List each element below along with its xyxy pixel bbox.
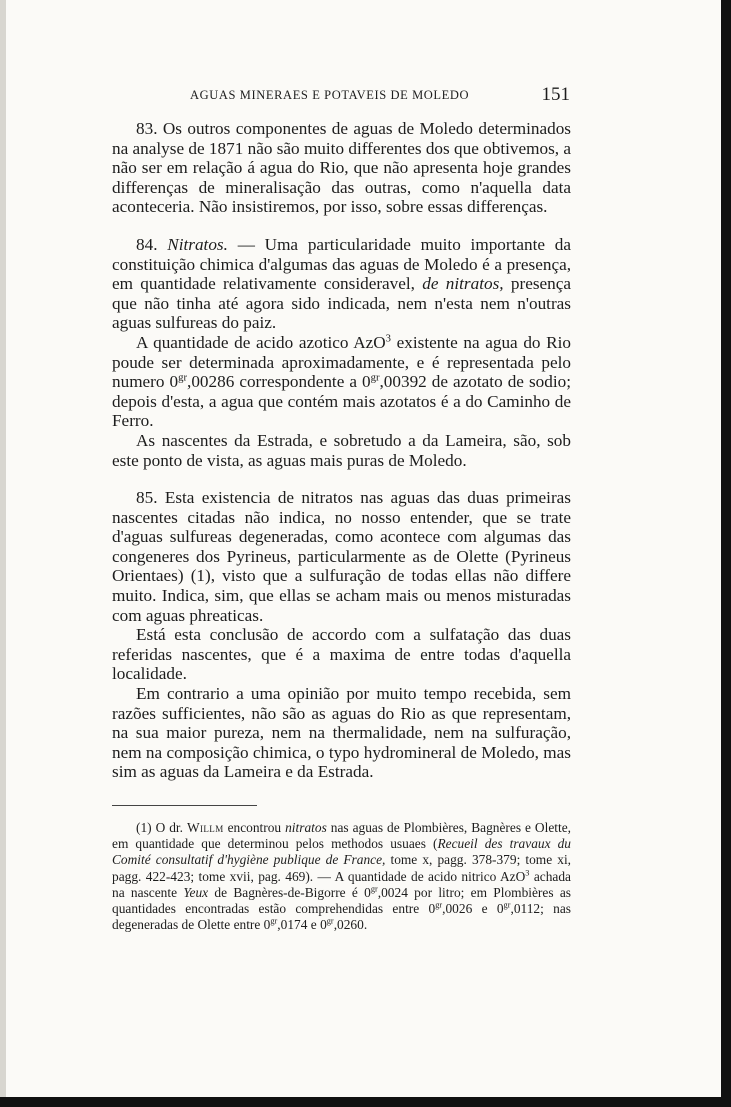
fn-g: ,0026 e 0 xyxy=(442,901,504,917)
fn-j: ,0260. xyxy=(333,917,368,933)
fn-d: achada na nascente xyxy=(112,868,571,900)
running-title: AGUAS MINERAES E POTAVEIS DE MOLEDO xyxy=(190,88,470,102)
paragraph-84-2 xyxy=(112,333,571,431)
p85-2-text: Está esta conclusão de accordo com a sulfatação das duas referidas nascentes, que é a maxima de entre todas d'aquella localidade. xyxy=(112,625,571,684)
fn-sup5: gr xyxy=(270,916,278,926)
page-number: 151 xyxy=(541,84,570,105)
fn-b: nas aguas de Plombières, Bagnères e Olette, em quantidade que determinou pelos methodos usuaes ( xyxy=(112,820,571,852)
p84-2-sup2: gr xyxy=(178,372,188,384)
paragraph-84-lead: — Uma particularidade muito importante da constituição chimica d'algumas das aguas de Moledo é a presença, em quantidade relativamente consideravel, xyxy=(112,234,572,294)
footnotes xyxy=(112,820,571,933)
paragraph-84-number: 84. xyxy=(136,234,168,254)
p84-2-sup3: gr xyxy=(370,372,380,384)
paragraph-84-emphasis: de nitratos, xyxy=(422,274,504,294)
fn-mark: (1) O dr. xyxy=(136,820,187,835)
fn-f: ,0024 por litro; em Plombières as quantidades encontradas estão comprehendidas entre 0 xyxy=(112,884,571,917)
p84-2-a: A quantidade de acido azotico AzO xyxy=(136,332,386,352)
paragraph-84-title: Nitratos. xyxy=(167,234,228,254)
paragraph-85-2 xyxy=(112,625,571,684)
p84-2-c: ,00286 correspondente a 0 xyxy=(187,372,371,392)
fn-it2: Recueil des travaux du Comité consultatif d'hygiène publique de France, xyxy=(112,836,571,868)
paragraph-84-3 xyxy=(112,431,571,470)
running-head xyxy=(112,84,570,108)
paragraph-85 xyxy=(112,488,571,625)
fn-sup1: 3 xyxy=(525,868,530,878)
fn-e: de Bagnères-de-Bigorre é 0 xyxy=(208,884,371,900)
paragraph-83 xyxy=(112,119,571,217)
page-left-edge xyxy=(0,0,6,1107)
fn-sup4: gr xyxy=(503,900,511,910)
p85-1-text: 85. Esta existencia de nitratos nas aguas das duas primeiras nascentes citadas não indica, no nosso entender, que se trate d'aguas sulfureas degeneradas, como acontece com algumas das congeneres dos Pyrineus, particularmente as de Olette (Pyrineus Orientaes) (1), visto que a sulfuração de todas ellas não differe muito. Indica, sim, que ellas se acham mais ou menos misturadas com aguas phreaticas. xyxy=(112,488,571,625)
p85-3-text: Em contrario a uma opinião por muito tempo recebida, sem razões sufficientes, não são as aguas do Rio as que representam, na sua maior pureza, nem na thermalidade, nem na sulfuração, nem na composição chimica, o typo hydromineral de Moledo, mas sim as aguas da Lameira e da Estrada. xyxy=(112,684,571,782)
fn-h: ,0112; nas degeneradas de Olette entre 0 xyxy=(112,901,571,933)
fn-sup3: gr xyxy=(435,900,443,910)
fn-c: tome x, pagg. 378-379; tome xi, pagg. 422-423; tome xvii, pag. 469). — A quantidade de acido nitrico AzO xyxy=(112,852,572,884)
fn-author: Willm xyxy=(186,820,224,835)
fn-sup2: gr xyxy=(370,884,378,894)
fn-a: encontrou xyxy=(223,820,286,835)
fn-sup6: gr xyxy=(326,916,334,926)
p84-2-b: existente na agua do Rio poude ser determinada aproximadamente, e é representada pelo numero 0 xyxy=(112,332,571,392)
page-right-edge xyxy=(721,0,731,1107)
p84-2-sup: 3 xyxy=(385,333,391,345)
fn-it3: Yeux xyxy=(183,884,209,900)
body-text xyxy=(112,119,571,782)
paragraph-85-3 xyxy=(112,684,571,782)
p84-3-text: As nascentes da Estrada, e sobretudo a da Lameira, são, sob este ponto de vista, as aguas mais puras de Moledo. xyxy=(112,430,571,470)
footnote-1 xyxy=(112,820,571,933)
p84-2-d: ,00392 de azotato de sodio; depois d'esta, a agua que contém mais azotatos é a do Caminho de Ferro. xyxy=(112,372,571,431)
paragraph-84-tail: presença que não tinha até agora sido indicada, nem n'esta nem n'outras aguas sulfureas do paiz. xyxy=(112,274,571,333)
paragraph-84 xyxy=(112,235,571,333)
page-bottom-edge xyxy=(0,1097,731,1107)
fn-it1: nitratos xyxy=(285,820,327,835)
footnote-rule xyxy=(112,805,257,806)
fn-i: ,0174 e 0 xyxy=(277,917,327,933)
paragraph-83-text: 83. Os outros componentes de aguas de Moledo determinados na analyse de 1871 não são muito differentes dos que obtivemos, a não ser em relação á agua do Rio, que não apresenta hoje grandes differenças de mineralisação das outras, como n'aquella data aconteceria. Não insistiremos, por isso, sobre essas differenças. xyxy=(112,119,571,217)
